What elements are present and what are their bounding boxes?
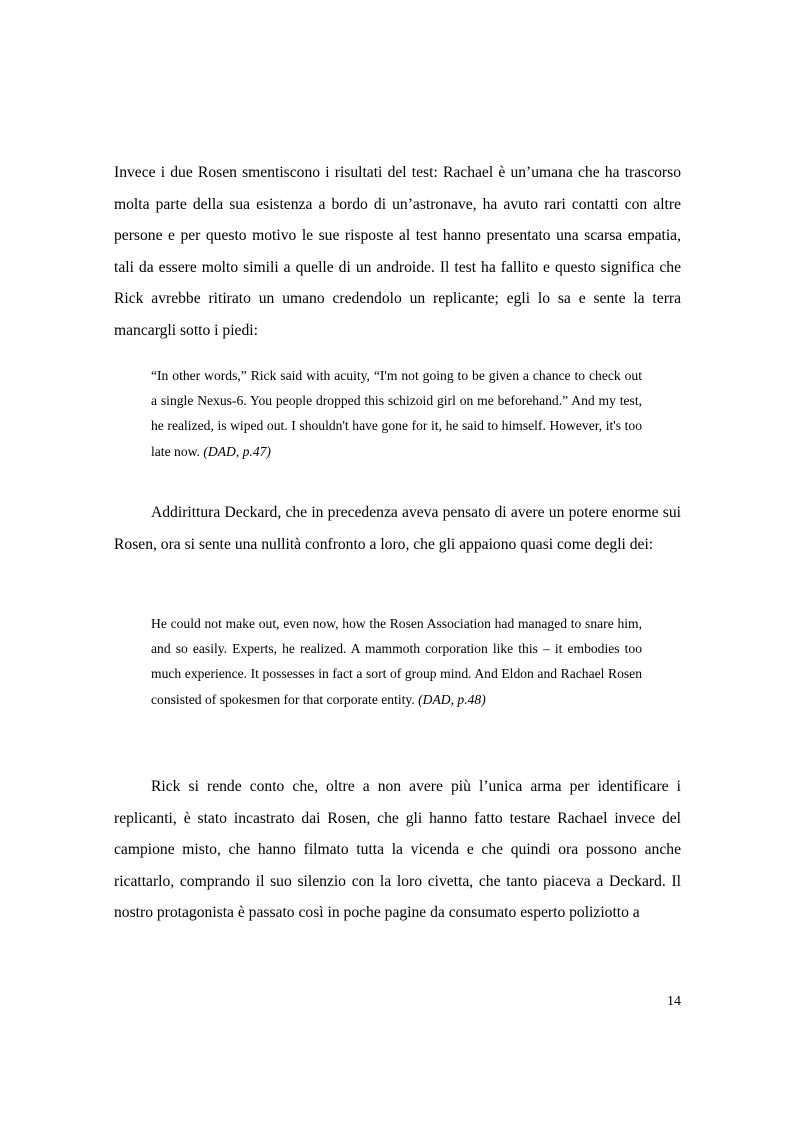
block-quote-2-text: He could not make out, even now, how the Rosen Association had managed to snare him, and so easily. Experts, he realized. A mammoth corporation like this – it embodies too much experience. It possesses in fact a sort of group mind. And Eldon and Rachael Rosen consisted of spokesmen for that corporate entity. (151, 616, 642, 707)
body-paragraph-3: Rick si rende conto che, oltre a non avere più l’unica arma per identificare i replicanti, è stato incastrato dai Rosen, che gli hanno fatto testare Rachael invece del campione misto, che hanno filmato tutta la vicenda e che quindi ora possono anche ricattarlo, comprando il suo silenzio con la loro civetta, che tanto piaceva a Deckard. Il nostro protagonista è passato così in poche pagine da consumato esperto poliziotto a (114, 778, 681, 922)
block-quote-2 (151, 611, 642, 712)
block-quote-1-text: “In other words,” Rick said with acuity, “I'm not going to be given a chance to check out a single Nexus-6. You people dropped this schizoid girl on me beforehand.” And my test, he realized, is wiped out. I shouldn't have gone for it, he said to himself. However, it's too late now. (151, 368, 642, 459)
block-quote-2-citation: (DAD, p.48) (418, 691, 486, 707)
block-quote-1-citation: (DAD, p.47) (203, 443, 271, 459)
body-paragraph-1: Invece i due Rosen smentiscono i risultati del test: Rachael è un’umana che ha trascorso molta parte della sua esistenza a bordo di un’astronave, ha avuto rari contatti con altre persone e per questo motivo le sue risposte al test hanno presentato una scarsa empatia, tali da essere molto simili a quelle di un androide. Il test ha fallito e questo significa che Rick avrebbe ritirato un umano credendolo un replicante; egli lo sa e sente la terra mancargli sotto i piedi: (114, 164, 681, 339)
page-number: 14 (667, 994, 681, 1009)
body-paragraph-2: Addirittura Deckard, che in precedenza aveva pensato di avere un potere enorme sui Rosen, ora si sente una nullità confronto a loro, che gli appaiono quasi come degli dei: (114, 504, 681, 553)
block-quote-1 (151, 363, 642, 464)
